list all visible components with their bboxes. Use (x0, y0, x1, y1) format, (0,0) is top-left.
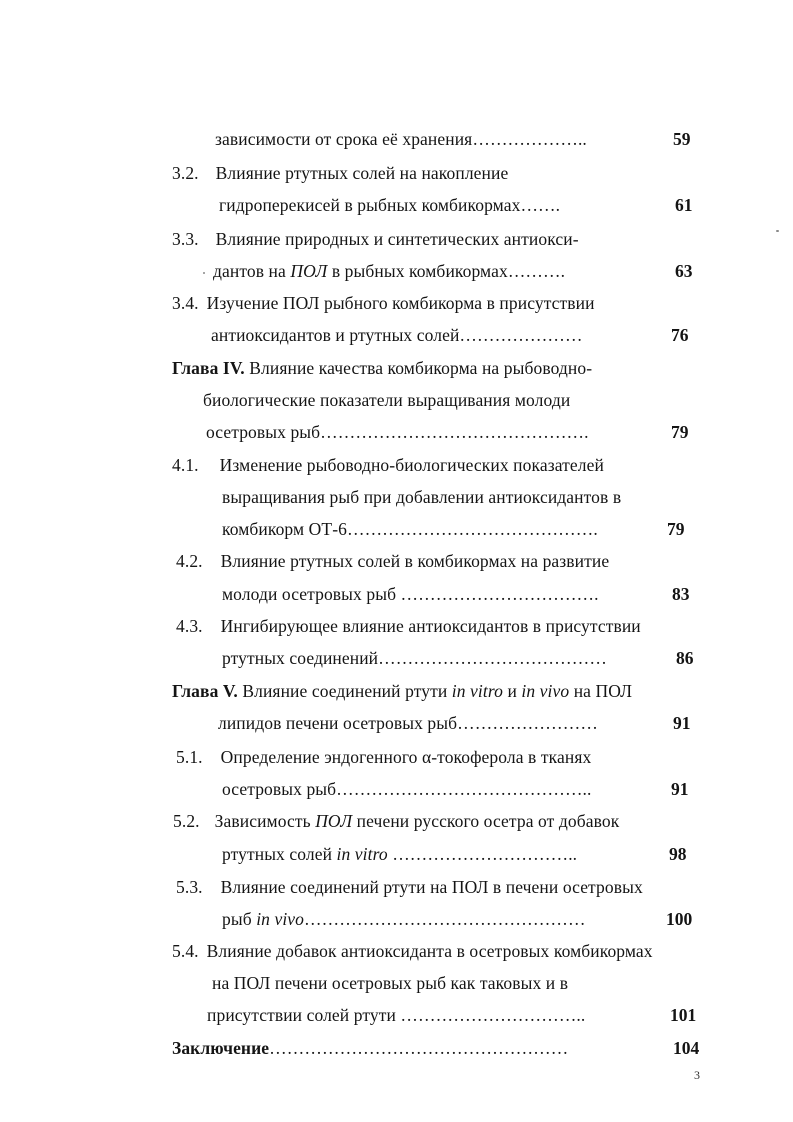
toc-line (222, 486, 621, 508)
toc-page-number: 101 (670, 1005, 697, 1025)
scan-speck (776, 230, 779, 232)
toc-dots: ………………………………………. (320, 422, 589, 442)
toc-section-number: 4.2. (176, 551, 203, 571)
page-number: 3 (694, 1068, 700, 1082)
toc-text: печени русского осетра от добавок (352, 811, 620, 831)
toc-line (218, 712, 598, 734)
toc-dots: ……………….. (472, 129, 587, 149)
toc-text: на ПОЛ печени осетровых рыб как таковых и в (212, 973, 569, 993)
toc-line (222, 647, 607, 669)
toc-text: молоди осетровых рыб (222, 584, 401, 604)
toc-text: биологические показатели выращивания молоди (203, 390, 571, 410)
toc-line (212, 972, 568, 994)
toc-section-number: 3.2. (172, 163, 199, 183)
toc-text: Изучение ПОЛ рыбного комбикорма в присутствии (206, 293, 595, 313)
toc-page-number: 79 (667, 519, 685, 539)
toc-line (215, 128, 587, 150)
toc-page-number: 91 (673, 713, 691, 733)
toc-page-number: 79 (671, 422, 689, 442)
toc-section-number: 4.1. (172, 455, 199, 475)
toc-text: выращивания рыб при добавлении антиоксидантов в (222, 487, 622, 507)
toc-page-number: 63 (675, 261, 693, 281)
toc-text: Определение эндогенного α-токоферола в тканях (220, 747, 592, 767)
toc-page-number: 59 (673, 129, 691, 149)
toc-text-italic: in vitro (336, 844, 388, 864)
toc-text: ртутных солей (222, 844, 337, 864)
toc-section-number: 5.4. (172, 941, 199, 961)
toc-page-number: 86 (676, 648, 694, 668)
toc-text: гидроперекисей в рыбных комбикормах (219, 195, 521, 215)
toc-line (176, 876, 643, 898)
toc-dots: …………………………………………… (269, 1038, 569, 1058)
toc-page-number: 76 (671, 325, 689, 345)
toc-dots: ………. (507, 261, 566, 281)
toc-dots: ………………………….. (400, 1005, 586, 1025)
toc-line (211, 324, 583, 346)
toc-line (222, 583, 599, 605)
toc-text: дантов на (213, 261, 291, 281)
toc-dots: ………………………………… (378, 648, 607, 668)
toc-text: антиоксидантов и ртутных солей (211, 325, 460, 345)
toc-line (222, 778, 592, 800)
toc-text: комбикорм ОТ-6 (222, 519, 347, 539)
toc-page-number: 91 (671, 779, 689, 799)
toc-line (206, 421, 589, 443)
toc-dots: ……. (520, 195, 561, 215)
toc-line (176, 746, 591, 768)
toc-line (213, 260, 565, 282)
toc-line (172, 228, 579, 250)
toc-text: осетровых рыб (222, 779, 337, 799)
toc-text: Изменение рыбоводно-биологических показателей (219, 455, 604, 475)
toc-text: и (502, 681, 522, 701)
toc-line (172, 454, 604, 476)
scan-speck (203, 272, 205, 274)
toc-line (172, 357, 592, 379)
toc-line (172, 1037, 568, 1059)
toc-section-number: 3.3. (172, 229, 199, 249)
toc-text: Влияние соединений ртути (237, 681, 452, 701)
toc-line (173, 810, 619, 832)
toc-text: рыб (222, 909, 257, 929)
toc-dots: …………………………………….. (336, 779, 592, 799)
toc-section-number: 3.4. (172, 293, 199, 313)
toc-line (219, 194, 560, 216)
toc-text: ртутных соединений (222, 648, 379, 668)
toc-line (222, 908, 586, 930)
toc-text: Ингибирующее влияние антиоксидантов в присутствии (220, 616, 641, 636)
toc-text-italic: in vitro (451, 681, 503, 701)
toc-line (203, 389, 570, 411)
toc-text: Влияние ртутных солей в комбикормах на развитие (220, 551, 610, 571)
toc-text: Влияние природных и синтетических антиокси- (215, 229, 579, 249)
toc-dots: ……………………………………. (346, 519, 598, 539)
toc-text: Влияние соединений ртути на ПОЛ в печени осетровых (220, 877, 643, 897)
toc-dots: …………………… (457, 713, 598, 733)
toc-chapter-heading: Глава V. (172, 681, 238, 701)
toc-line (222, 843, 577, 865)
toc-line (222, 518, 598, 540)
toc-line (176, 615, 641, 637)
toc-line (172, 680, 632, 702)
toc-chapter-heading: Заключение (172, 1038, 270, 1058)
toc-text-italic: ПОЛ (290, 261, 328, 281)
toc-line (172, 940, 653, 962)
toc-text: присутствии солей ртути (207, 1005, 401, 1025)
toc-text: осетровых рыб (206, 422, 321, 442)
toc-line (172, 162, 508, 184)
toc-chapter-heading: Глава IV. (172, 358, 245, 378)
toc-text: Влияние качества комбикорма на рыбоводно- (244, 358, 593, 378)
toc-line (172, 292, 595, 314)
toc-line (176, 550, 609, 572)
toc-text: липидов печени осетровых рыб (218, 713, 458, 733)
toc-section-number: 5.2. (173, 811, 200, 831)
toc-page-number: 98 (669, 844, 687, 864)
toc-text: на ПОЛ (569, 681, 633, 701)
toc-section-number: 5.1. (176, 747, 203, 767)
toc-dots: ………………………….. (387, 844, 578, 864)
toc-dots: ……………………………. (400, 584, 599, 604)
toc-page-number: 100 (666, 909, 693, 929)
toc-dots: ………………………………………… (304, 909, 586, 929)
toc-text: Влияние добавок антиоксиданта в осетровых комбикормах (206, 941, 653, 961)
toc-section-number: 4.3. (176, 616, 203, 636)
toc-line (207, 1004, 585, 1026)
toc-text-italic: ПОЛ (315, 811, 353, 831)
toc-page-number: 104 (673, 1038, 700, 1058)
toc-dots: ………………… (459, 325, 583, 345)
toc-section-number: 5.3. (176, 877, 203, 897)
toc-text-italic: in vivo (256, 909, 305, 929)
toc-text: Влияние ртутных солей на накопление (215, 163, 509, 183)
toc-text-italic: in vivo (521, 681, 570, 701)
toc-text: в рыбных комбикормах (327, 261, 508, 281)
toc-text: зависимости от срока её хранения (215, 129, 473, 149)
toc-page-number: 61 (675, 195, 693, 215)
toc-text: Зависимость (214, 811, 316, 831)
toc-page-number: 83 (672, 584, 690, 604)
